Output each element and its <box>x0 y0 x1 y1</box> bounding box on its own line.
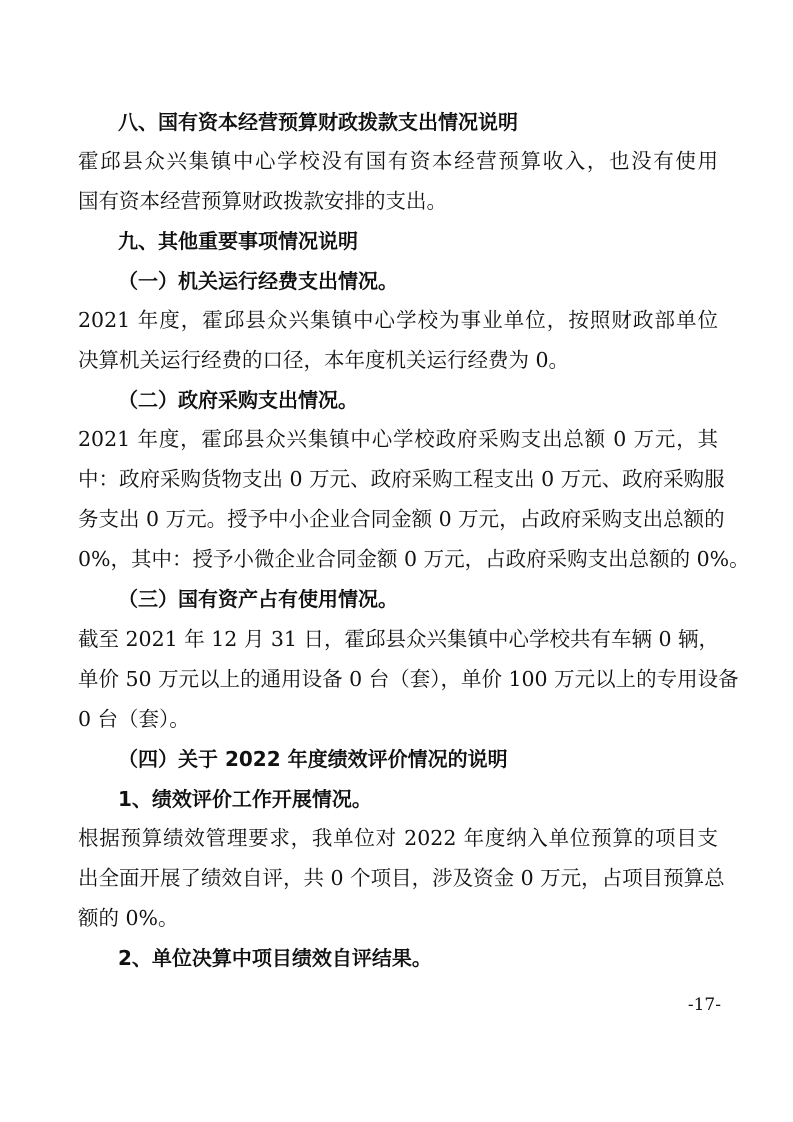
subsection-1-heading: （一）机关运行经费支出情况。 <box>118 269 398 293</box>
item-1-heading: 1、绩效评价工作开展情况。 <box>118 787 372 811</box>
section-8-para-line-2: 国有资本经营预算财政拨款安排的支出。 <box>78 189 447 213</box>
subsection-3-para-line-2: 单价 50 万元以上的通用设备 0 台（套），单价 100 万元以上的专用设备 <box>78 667 739 691</box>
subsection-2-para-line-2: 中：政府采购货物支出 0 万元、政府采购工程支出 0 万元、政府采购服 <box>78 467 725 491</box>
subsection-3-heading: （三）国有资产占有使用情况。 <box>118 587 398 611</box>
item-1-para-line-3: 额的 0%。 <box>78 906 179 930</box>
subsection-2-heading: （二）政府采购支出情况。 <box>118 388 358 412</box>
item-2-heading: 2、单位决算中项目绩效自评结果。 <box>118 946 432 970</box>
item-1-para-line-2: 出全面开展了绩效自评，共 0 个项目，涉及资金 0 万元，占项目预算总 <box>78 866 725 890</box>
subsection-2-para-line-4: 0%，其中：授予小微企业合同金额 0 万元，占政府采购支出总额的 0%。 <box>78 547 750 571</box>
subsection-4-heading: （四）关于 2022 年度绩效评价情况的说明 <box>118 747 508 771</box>
subsection-2-para-line-1: 2021 年度，霍邱县众兴集镇中心学校政府采购支出总额 0 万元，其 <box>78 427 718 451</box>
section-9-heading: 九、其他重要事项情况说明 <box>118 229 358 253</box>
section-8-para-line-1: 霍邱县众兴集镇中心学校没有国有资本经营预算收入，也没有使用 <box>78 149 718 173</box>
subsection-1-para-line-1: 2021 年度，霍邱县众兴集镇中心学校为事业单位，按照财政部单位 <box>78 308 718 332</box>
subsection-1-para-line-2: 决算机关运行经费的口径，本年度机关运行经费为 0。 <box>78 348 570 372</box>
subsection-3-para-line-3: 0 台（套）。 <box>78 707 190 731</box>
section-8-heading: 八、国有资本经营预算财政拨款支出情况说明 <box>118 110 518 134</box>
item-1-para-line-1: 根据预算绩效管理要求，我单位对 2022 年度纳入单位预算的项目支 <box>78 826 718 850</box>
subsection-2-para-line-3: 务支出 0 万元。授予中小企业合同金额 0 万元，占政府采购支出总额的 <box>78 507 725 531</box>
subsection-3-para-line-1: 截至 2021 年 12 月 31 日，霍邱县众兴集镇中心学校共有车辆 0 辆， <box>78 627 720 651</box>
page-number: -17- <box>687 995 721 1015</box>
